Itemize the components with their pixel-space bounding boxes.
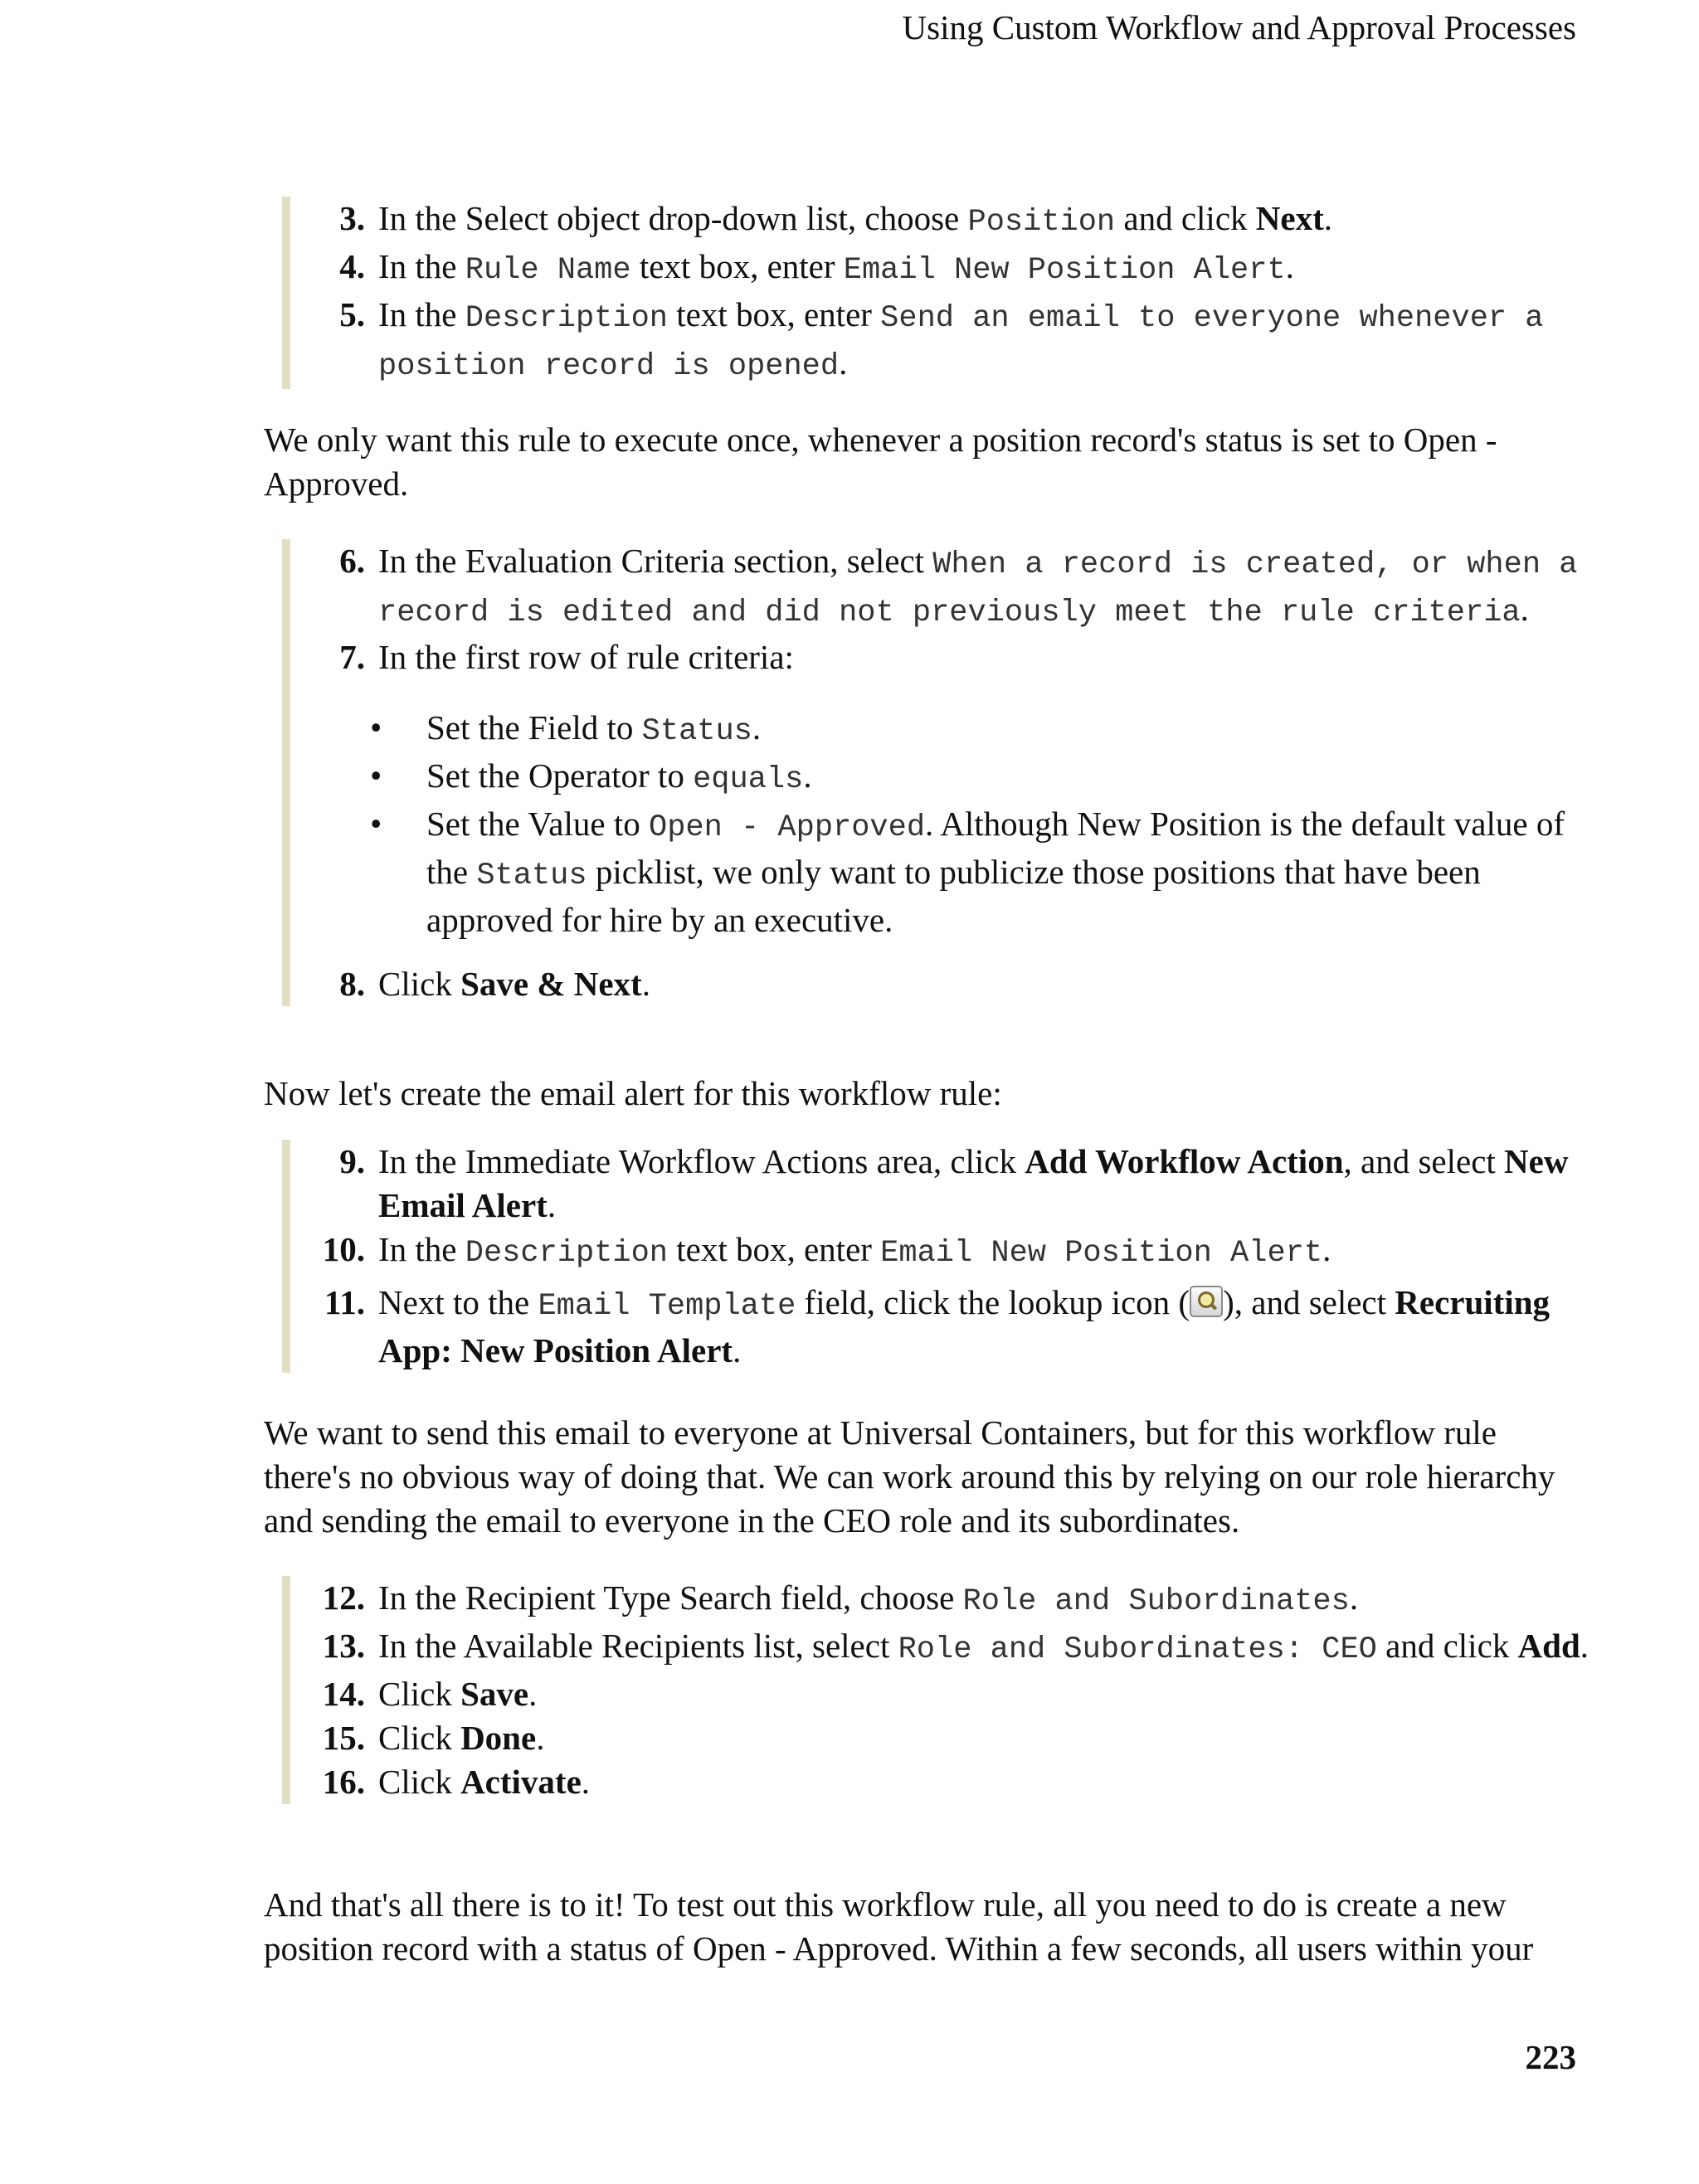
list-item [317, 293, 1611, 389]
step-number: 8. [339, 965, 365, 1003]
step-text: In the Rule Name text box, enter Email New Position Alert. [378, 247, 1294, 288]
steps-block-4 [282, 1576, 1611, 1804]
list-item [317, 635, 1611, 679]
step-number: 7. [339, 638, 365, 676]
step-number: 16. [322, 1763, 365, 1801]
step-text: In the first row of rule criteria: [378, 638, 794, 676]
list-item [317, 245, 1611, 293]
step-number: 5. [339, 295, 365, 333]
list-item [317, 1672, 1611, 1716]
step-text: In the Available Recipients list, select Role and Subordinates: CEO and click Add. [378, 1627, 1589, 1667]
list-item [317, 1281, 1611, 1373]
step-text: Next to the Email Template field, click the lookup icon ( ), and select Recruiting App: New Position Alert. [378, 1283, 1551, 1369]
step-number: 6. [339, 542, 365, 580]
step-number: 4. [339, 247, 365, 285]
list-item [317, 1228, 1611, 1276]
step-text: In the Recipient Type Search field, choose Role and Subordinates. [378, 1578, 1359, 1619]
step-text: In the Description text box, enter Send an email to everyone whenever a position record is opened. [378, 295, 1544, 384]
step-number: 13. [322, 1627, 365, 1665]
list-item [317, 1760, 1611, 1804]
list-item [317, 1576, 1611, 1624]
bullet-item: • Set the Value to Open - Approved. Although New Position is the default value of the Status picklist, we only want to publicize those positions that have been approved for hire by an executive. [317, 802, 1611, 942]
step-number: 14. [322, 1675, 365, 1713]
body-paragraph: We want to send this email to everyone at Universal Containers, but for this workflow rule there's no obvious way of doing that. We can work around this by relying on our role hierarchy and sending the email to everyone in the CEO role and its subordinates. [264, 1413, 1555, 1540]
step-text: Click Save. [378, 1675, 538, 1713]
list-item [317, 1140, 1611, 1228]
step-text: In the Evaluation Criteria section, select When a record is created, or when a record is edited and did not previously meet the rule criteria. [378, 542, 1578, 630]
step-number: 3. [339, 199, 365, 237]
step-number: 11. [324, 1283, 365, 1321]
criteria-bullet-list [317, 706, 1611, 942]
step-text: Click Save & Next. [378, 965, 650, 1003]
step-text: Click Activate. [378, 1763, 591, 1801]
page-number: 223 [1525, 2038, 1576, 2076]
list-item [317, 539, 1611, 635]
list-item [317, 962, 1611, 1006]
step-number: 15. [322, 1719, 365, 1757]
body-paragraph: We only want this rule to execute once, whenever a position record's status is set to Open - Approved. [264, 421, 1497, 503]
bullet-item: • Set the Field to Status. [317, 706, 1611, 754]
step-number: 10. [322, 1230, 365, 1268]
body-paragraph: And that's all there is to it! To test out this workflow rule, all you need to do is create a new position record with a status of Open - Approved. Within a few seconds, all users within your [264, 1885, 1534, 1968]
bullet-item: • Set the Operator to equals. [317, 754, 1611, 802]
step-text: In the Select object drop-down list, choose Position and click Next. [378, 199, 1332, 240]
list-item [317, 1624, 1611, 1672]
bullet-marker: • [370, 756, 382, 795]
steps-block-2 [282, 539, 1611, 1006]
step-text: Click Done. [378, 1719, 545, 1757]
step-text: In the Immediate Workflow Actions area, click Add Workflow Action, and select New Email Alert. [378, 1142, 1569, 1224]
bullet-marker: • [370, 805, 382, 843]
list-item [317, 1716, 1611, 1760]
body-paragraph: Now let's create the email alert for this workflow rule: [264, 1074, 1002, 1112]
step-number: 12. [322, 1578, 365, 1617]
bullet-marker: • [370, 708, 382, 747]
step-text: In the Description text box, enter Email New Position Alert. [378, 1230, 1331, 1271]
running-header: Using Custom Workflow and Approval Processes [902, 8, 1576, 46]
step-number: 9. [339, 1142, 365, 1180]
steps-block-3 [282, 1140, 1611, 1373]
steps-block-1 [282, 197, 1611, 389]
lookup-magnifier-icon [1190, 1286, 1223, 1317]
list-item [317, 197, 1611, 245]
